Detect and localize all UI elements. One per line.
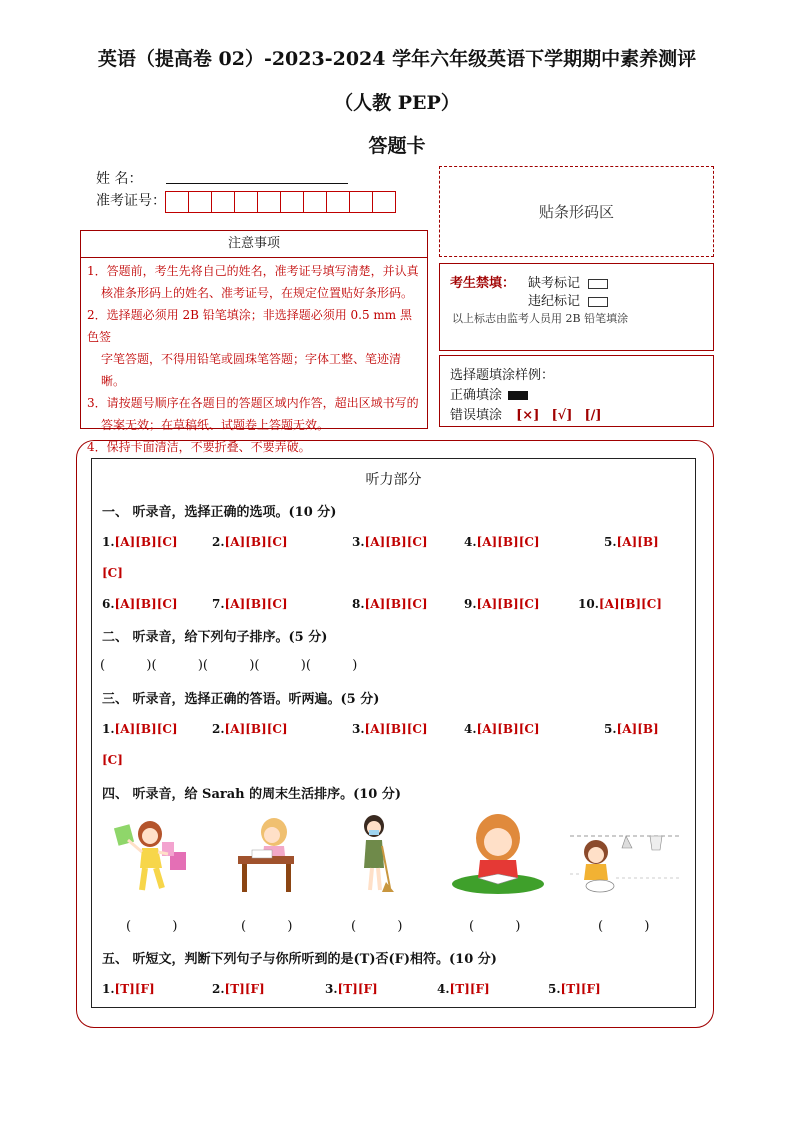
girl-washing-clothes-icon bbox=[566, 826, 686, 898]
answer-item[interactable]: 7.[A][B][C] bbox=[212, 597, 288, 611]
wrong-mark-check: [√] bbox=[551, 408, 573, 423]
notice-box bbox=[80, 230, 428, 454]
answer-item[interactable]: 3.[A][B][C] bbox=[352, 722, 428, 736]
answer-card-title: 答题卡 bbox=[368, 135, 426, 157]
answer-item[interactable]: 3.[A][B][C] bbox=[352, 535, 428, 549]
section4-heading: 四、 听录音，给 Sarah 的周末生活排序。(10 分) bbox=[102, 787, 402, 802]
answer-item[interactable]: 3.[T][F] bbox=[325, 982, 378, 996]
violation-mark bbox=[528, 290, 608, 309]
girl-shopping-icon bbox=[112, 812, 192, 894]
answer-item[interactable]: 1.[A][B][C] bbox=[102, 722, 178, 736]
barcode-area bbox=[439, 166, 714, 257]
absent-mark bbox=[528, 272, 608, 291]
wrong-mark-x: [×] bbox=[516, 408, 540, 423]
examiner-note: 以上标志由监考人员用 2B 铅笔填涂 bbox=[452, 312, 629, 325]
answer-item[interactable]: 9.[A][B][C] bbox=[464, 597, 540, 611]
fill-sample-title: 选择题填涂样例： bbox=[450, 368, 555, 383]
notice-item: 答案无效；在草稿纸、试题卷上答题无效。 bbox=[101, 418, 330, 432]
correct-fill-label: 正确填涂 bbox=[450, 388, 503, 403]
answer-item[interactable]: 4.[T][F] bbox=[437, 982, 490, 996]
notice-item: 字笔答题，不得用铅笔或圆珠笔答题；字体工整、笔迹清晰。 bbox=[101, 352, 402, 388]
name-input-line[interactable] bbox=[166, 183, 348, 184]
wrong-fill-label: 错误填涂 bbox=[450, 408, 503, 423]
answer-item[interactable]: 2.[T][F] bbox=[212, 982, 265, 996]
answer-item[interactable]: 5.[A][B] bbox=[604, 535, 659, 549]
answer-item[interactable]: 2.[A][B][C] bbox=[212, 722, 288, 736]
examiner-only-title: 考生禁填： bbox=[450, 276, 516, 291]
notice-item: 1．答题前，考生先将自己的姓名，准考证号填写清楚，并认真 bbox=[87, 264, 419, 278]
answer-item[interactable]: 1.[T][F] bbox=[102, 982, 155, 996]
girl-cleaning-icon bbox=[352, 812, 398, 894]
name-label: 姓 名： bbox=[96, 171, 143, 187]
answer-item[interactable]: 5.[A][B] bbox=[604, 722, 659, 736]
notice-title: 注意事项 bbox=[81, 231, 427, 258]
violation-label: 违纪标记 bbox=[528, 294, 581, 309]
fill-sample-box bbox=[439, 355, 714, 427]
section1-heading: 一、 听录音，选择正确的选项。(10 分) bbox=[102, 505, 337, 520]
barcode-label: 贴条形码区 bbox=[538, 203, 614, 221]
answer-item[interactable]: 2.[A][B][C] bbox=[212, 535, 288, 549]
answer-item[interactable]: 4.[A][B][C] bbox=[464, 535, 540, 549]
listening-title: 听力部分 bbox=[365, 472, 422, 488]
page-title: 英语（提高卷 02）-2023-2024 学年六年级英语下学期期中素养测评 bbox=[97, 48, 697, 70]
ordering-blanks[interactable]: ( )( )( )( )( ) bbox=[100, 658, 358, 673]
violation-checkbox[interactable] bbox=[588, 297, 608, 307]
page-title-publisher: （人教 PEP） bbox=[334, 92, 460, 114]
notice-item: 2．选择题必须用 2B 铅笔填涂；非选择题必须用 0.5 mm 黑色签 bbox=[87, 308, 413, 344]
answer-item[interactable]: 1.[A][B][C] bbox=[102, 535, 178, 549]
answer-item[interactable]: 4.[A][B][C] bbox=[464, 722, 540, 736]
filled-box-icon bbox=[508, 391, 528, 400]
notice-item: 4．保持卡面清洁，不要折叠、不要弄破。 bbox=[87, 440, 311, 454]
picture-order-blank[interactable]: ( ) bbox=[351, 919, 403, 934]
absent-label: 缺考标记 bbox=[528, 276, 581, 291]
wrong-mark-slash: [/] bbox=[584, 408, 602, 423]
notice-item: 3．请按题号顺序在各题目的答题区域内作答，超出区域书写的 bbox=[87, 396, 419, 410]
answer-item[interactable]: 5.[T][F] bbox=[548, 982, 601, 996]
absent-checkbox[interactable] bbox=[588, 279, 608, 289]
picture-order-blank[interactable]: ( ) bbox=[598, 919, 650, 934]
section5-heading: 五、 听短文，判断下列句子与你所听到的是(T)否(F)相符。(10 分) bbox=[102, 952, 497, 967]
picture-order-blank[interactable]: ( ) bbox=[241, 919, 293, 934]
answer-item-wrap[interactable]: [C] bbox=[102, 566, 123, 580]
correct-fill-row bbox=[450, 384, 528, 403]
examiner-only-box bbox=[439, 263, 714, 351]
exam-id-boxes[interactable] bbox=[166, 191, 396, 213]
notice-item: 核准条形码上的姓名、准考证号，在规定位置贴好条形码。 bbox=[101, 286, 414, 300]
girl-reading-icon bbox=[450, 812, 546, 896]
section3-heading: 三、 听录音，选择正确的答语。听两遍。(5 分) bbox=[102, 692, 380, 707]
picture-order-blank[interactable]: ( ) bbox=[469, 919, 521, 934]
answer-item[interactable]: 8.[A][B][C] bbox=[352, 597, 428, 611]
wrong-fill-row bbox=[450, 404, 602, 423]
section2-heading: 二、 听录音，给下列句子排序。(5 分) bbox=[102, 630, 328, 645]
exam-id-label: 准考证号： bbox=[96, 193, 166, 209]
answer-item[interactable]: 6.[A][B][C] bbox=[102, 597, 178, 611]
answer-item[interactable]: 10.[A][B][C] bbox=[578, 597, 662, 611]
answer-item-wrap[interactable]: [C] bbox=[102, 753, 123, 767]
girl-writing-icon bbox=[230, 812, 302, 894]
picture-order-blank[interactable]: ( ) bbox=[126, 919, 178, 934]
